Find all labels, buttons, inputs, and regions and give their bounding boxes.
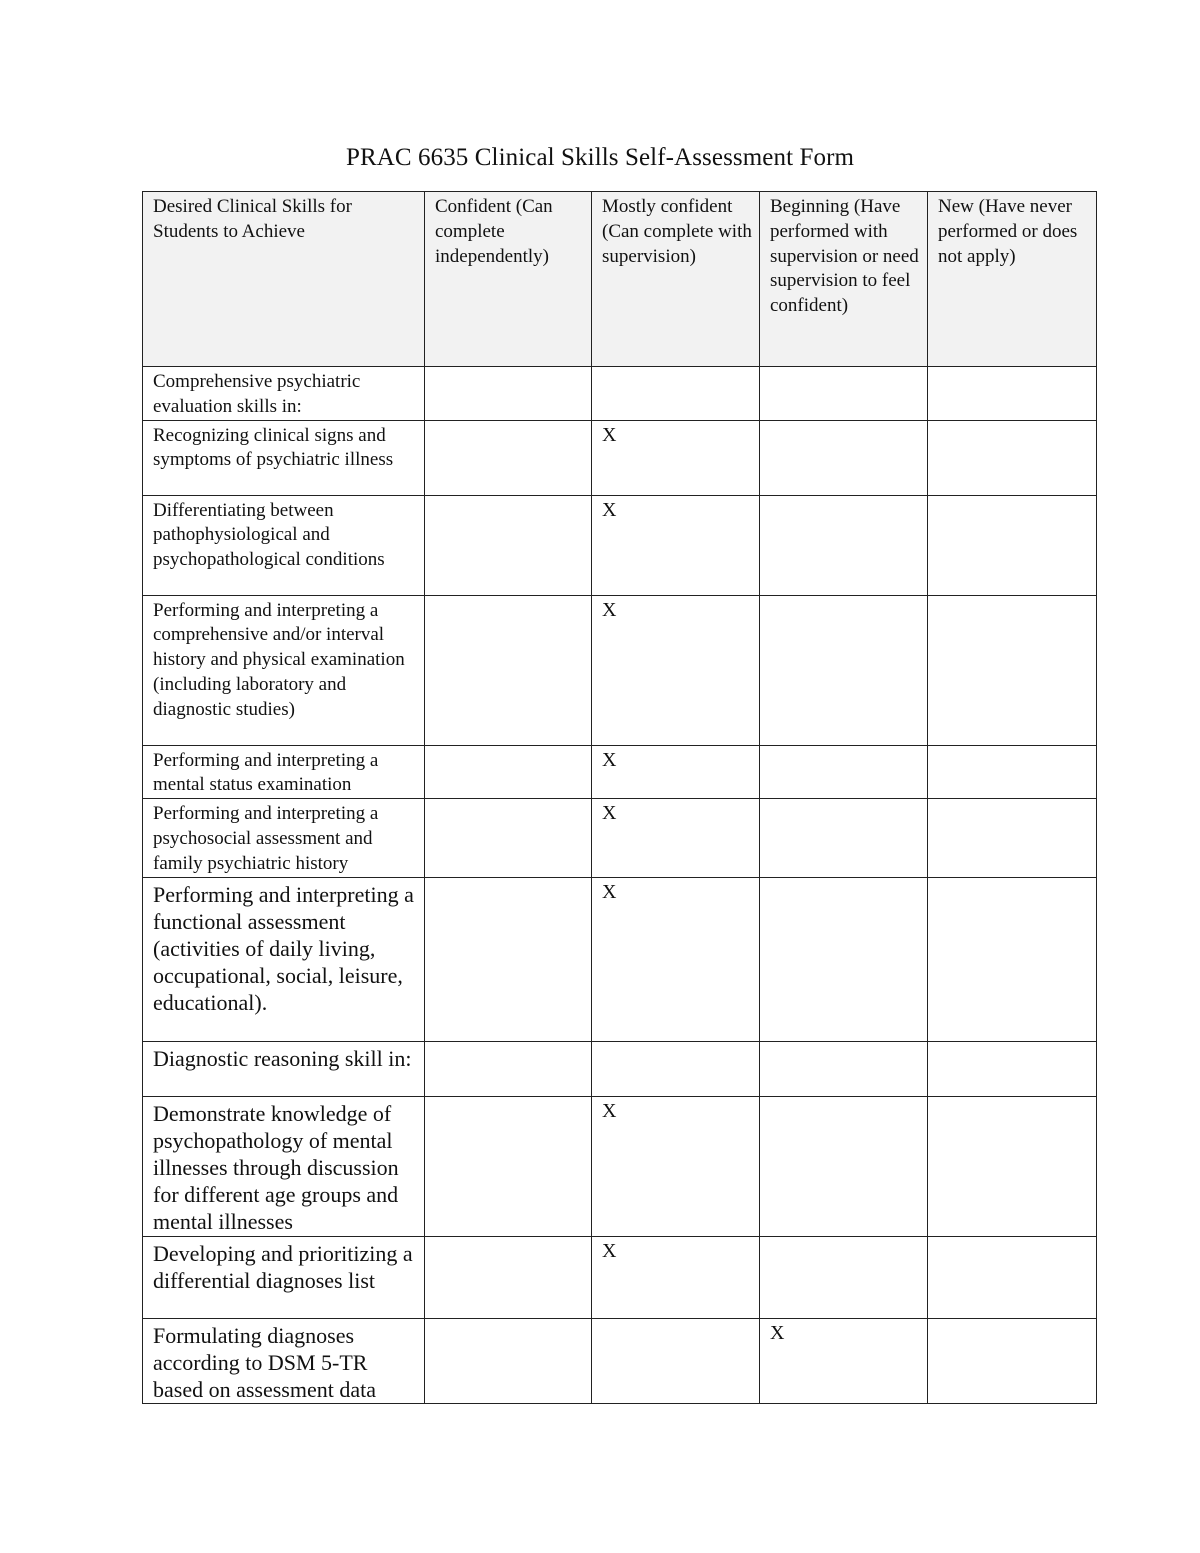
table-row [143, 799, 1097, 877]
skill-cell: Performing and interpreting a psychosocial assessment and family psychiatric history [143, 799, 425, 877]
header-skill: Desired Clinical Skills for Students to Achieve [143, 192, 425, 367]
mostly-confident-cell: X [592, 595, 760, 745]
table-row [143, 1318, 1097, 1404]
skill-cell: Developing and prioritizing a differential diagnoses list [143, 1236, 425, 1318]
table-row [143, 495, 1097, 595]
mostly-confident-cell: X [592, 877, 760, 1041]
beginning-cell [760, 745, 928, 799]
table-row [143, 595, 1097, 745]
mostly-confident-cell [592, 1041, 760, 1096]
confident-cell [425, 595, 592, 745]
confident-cell [425, 367, 592, 421]
beginning-cell [760, 799, 928, 877]
new-cell [928, 1236, 1097, 1318]
table-row [143, 745, 1097, 799]
beginning-cell [760, 877, 928, 1041]
skill-cell: Performing and interpreting a mental status examination [143, 745, 425, 799]
skill-cell: Performing and interpreting a comprehensive and/or interval history and physical examination (including laboratory and diagnostic studies) [143, 595, 425, 745]
table-row [143, 1041, 1097, 1096]
new-cell [928, 799, 1097, 877]
beginning-cell [760, 1236, 928, 1318]
new-cell [928, 1318, 1097, 1404]
mostly-confident-cell: X [592, 495, 760, 595]
table-row [143, 420, 1097, 495]
confident-cell [425, 799, 592, 877]
mostly-confident-cell: X [592, 420, 760, 495]
table-row [143, 877, 1097, 1041]
page-title: PRAC 6635 Clinical Skills Self-Assessment Form [345, 144, 855, 171]
beginning-cell [760, 420, 928, 495]
skill-cell: Differentiating between pathophysiological and psychopathological conditions [143, 495, 425, 595]
new-cell [928, 595, 1097, 745]
mostly-confident-cell [592, 367, 760, 421]
beginning-cell [760, 1096, 928, 1236]
table-row [143, 1096, 1097, 1236]
beginning-cell: X [760, 1318, 928, 1404]
confident-cell [425, 1041, 592, 1096]
confident-cell [425, 495, 592, 595]
new-cell [928, 420, 1097, 495]
mostly-confident-cell: X [592, 1096, 760, 1236]
skill-cell: Formulating diagnoses according to DSM 5-TR based on assessment data [143, 1318, 425, 1404]
mostly-confident-cell: X [592, 745, 760, 799]
header-confident: Confident (Can complete independently) [425, 192, 592, 367]
new-cell [928, 877, 1097, 1041]
beginning-cell [760, 495, 928, 595]
confident-cell [425, 1096, 592, 1236]
header-row [143, 192, 1097, 367]
self-assessment-table [142, 191, 1097, 1404]
new-cell [928, 1041, 1097, 1096]
table-row [143, 1236, 1097, 1318]
skill-cell: Recognizing clinical signs and symptoms of psychiatric illness [143, 420, 425, 495]
confident-cell [425, 1236, 592, 1318]
confident-cell [425, 877, 592, 1041]
confident-cell [425, 420, 592, 495]
confident-cell [425, 745, 592, 799]
new-cell [928, 367, 1097, 421]
skill-cell: Comprehensive psychiatric evaluation skills in: [143, 367, 425, 421]
table-row [143, 367, 1097, 421]
confident-cell [425, 1318, 592, 1404]
beginning-cell [760, 367, 928, 421]
skill-cell: Diagnostic reasoning skill in: [143, 1041, 425, 1096]
header-beginning: Beginning (Have performed with supervision or need supervision to feel confident) [760, 192, 928, 367]
beginning-cell [760, 595, 928, 745]
header-new: New (Have never performed or does not apply) [928, 192, 1097, 367]
new-cell [928, 495, 1097, 595]
header-mostly-confident: Mostly confident (Can complete with supervision) [592, 192, 760, 367]
mostly-confident-cell [592, 1318, 760, 1404]
skill-cell: Demonstrate knowledge of psychopathology of mental illnesses through discussion for different age groups and mental illnesses [143, 1096, 425, 1236]
new-cell [928, 745, 1097, 799]
beginning-cell [760, 1041, 928, 1096]
new-cell [928, 1096, 1097, 1236]
mostly-confident-cell: X [592, 1236, 760, 1318]
skill-cell: Performing and interpreting a functional assessment (activities of daily living, occupational, social, leisure, educational). [143, 877, 425, 1041]
mostly-confident-cell: X [592, 799, 760, 877]
